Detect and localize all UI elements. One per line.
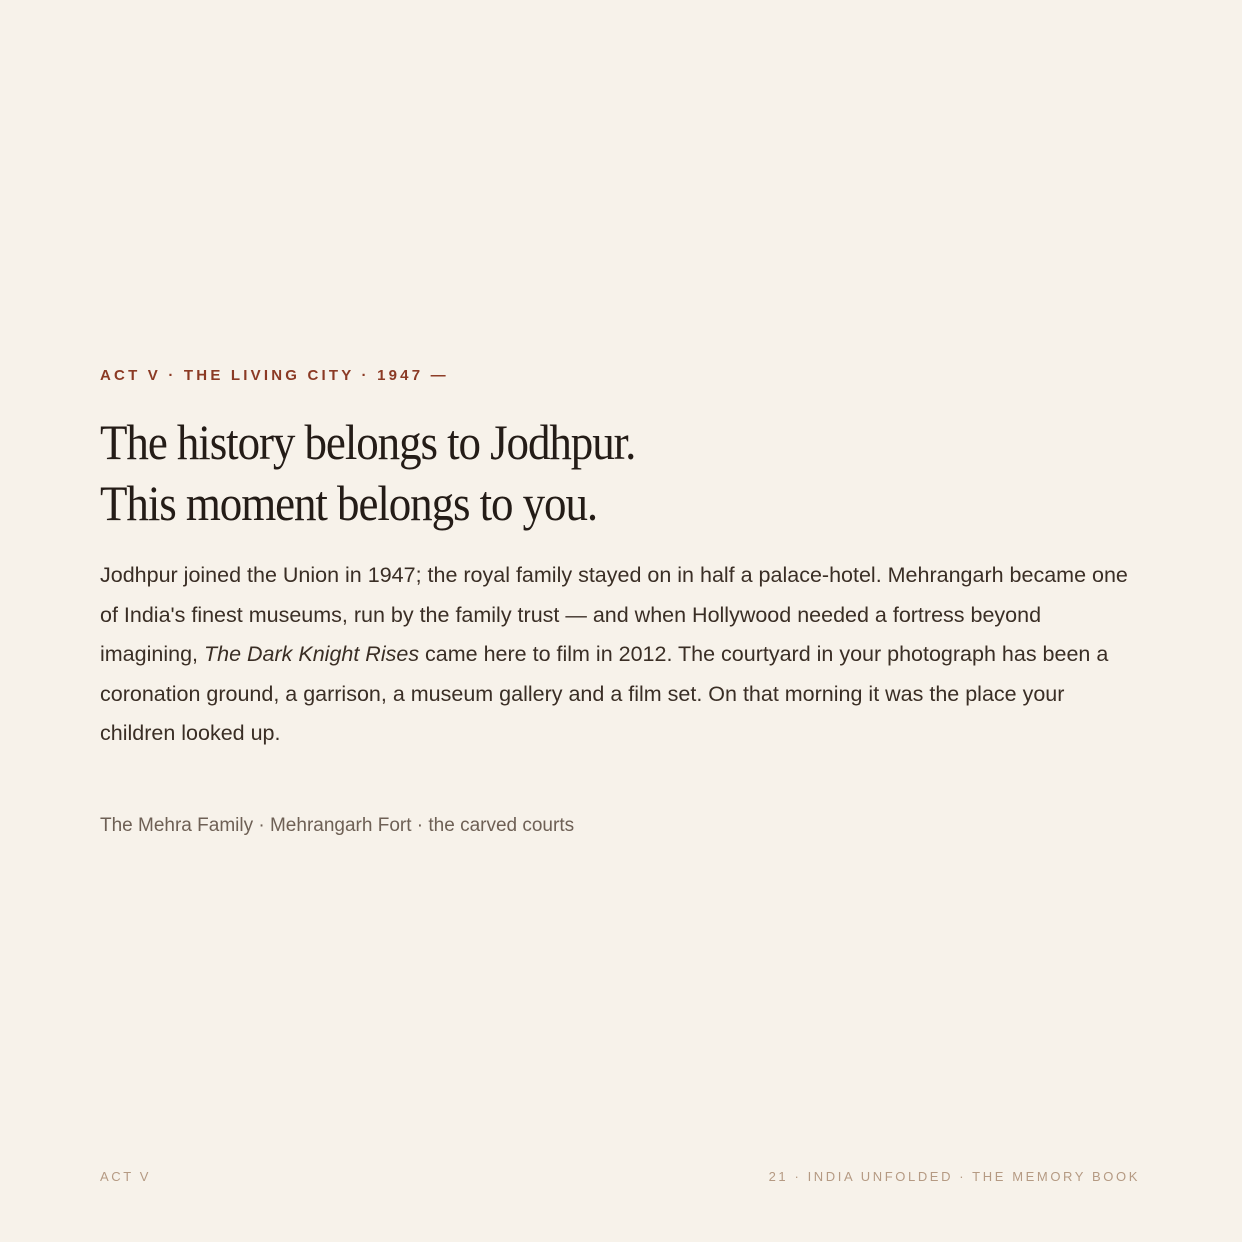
- body-text-part-1: Jodhpur joined the Union in 1947; the royal family stayed on in half a palace-hotel. Mehrangarh became one of India's finest museums, run by the family trust — and when Hollywood needed a fortress beyond imagining,: [100, 563, 1128, 666]
- section-kicker: ACT V · THE LIVING CITY · 1947 —: [100, 367, 449, 384]
- photo-caption: The Mehra Family · Mehrangarh Fort · the carved courts: [100, 814, 575, 836]
- footer-act-label: ACT V: [100, 1169, 152, 1184]
- page-headline: [100, 412, 730, 534]
- headline-line-2: This moment belongs to you.: [100, 475, 598, 531]
- body-text-part-2: came here to film in 2012. The courtyard in your photograph has been a coronation ground, a garrison, a museum gallery and a film set. On that morning it was the place your children looked up.: [100, 642, 1109, 745]
- headline-line-1: The history belongs to Jodhpur.: [100, 414, 636, 470]
- film-title: The Dark Knight Rises: [203, 642, 420, 666]
- body-paragraph: [100, 556, 1130, 754]
- footer-page-info: 21 · INDIA UNFOLDED · THE MEMORY BOOK: [768, 1169, 1140, 1184]
- page-content: [100, 366, 1142, 839]
